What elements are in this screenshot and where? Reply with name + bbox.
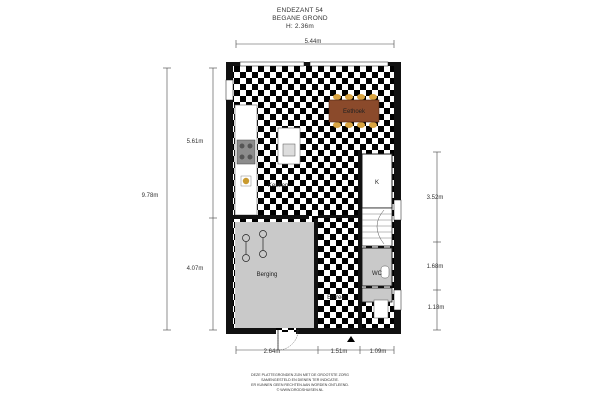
disclaimer-line-1: DEZE PLATTEGRONDEN ZIJN MET DE GROOTSTE ZORG [251, 373, 349, 377]
entrance-arrow-icon [347, 336, 355, 342]
stove-icon [237, 140, 255, 164]
room-label-berging: Berging [256, 272, 278, 278]
room-label-wc: WC [372, 271, 382, 277]
dimension-bottom-right-label: 1.09m [369, 349, 387, 355]
dimension-right [433, 152, 441, 330]
dimension-left-split [209, 68, 217, 330]
staircase [362, 208, 392, 246]
dimension-left-total-label: 9.78m [141, 193, 159, 199]
room-label-entree: Entree [327, 295, 345, 301]
dimension-left-total [163, 68, 171, 330]
room-label-keuken: Keuken [268, 183, 289, 189]
dimension-bottom-middle-label: 1.51m [330, 349, 348, 355]
disclaimer-line-4: © WWW.DRODSHUISEN.NL [276, 388, 324, 392]
sink-icon [374, 300, 388, 318]
dimension-right-lower-label: 1.18m [427, 305, 445, 311]
disclaimer-line-3: ER KUNNEN GEEN RECHTEN AAN WORDEN ONTLEEND. [251, 383, 349, 387]
room-label-eethoek: Eethoek [342, 109, 366, 115]
dimension-left-lower-label: 4.07m [186, 266, 204, 272]
sink-icon [283, 144, 295, 156]
front-door [278, 330, 298, 350]
dimension-right-upper-label: 3.52m [426, 195, 444, 201]
dimension-left-upper-label: 5.61m [186, 139, 204, 145]
disclaimer-line-2: SAMENGESTELD EN DIENEN TER INDICATIE. [261, 378, 339, 382]
dimension-top-label: 5.44m [304, 39, 322, 45]
dimension-right-middle-label: 1.68m [426, 264, 444, 270]
plant-icon [241, 176, 251, 186]
room-label-kast: K [374, 180, 380, 186]
toilet-icon [381, 266, 389, 278]
plan-ceiling-height: H: 2.36m [286, 23, 314, 30]
plan-address: ENDEZANT 54 [276, 7, 324, 14]
plan-floor-name: BEGANE GROND [272, 15, 328, 22]
dimension-bottom-left-label: 2.64m [263, 349, 281, 355]
